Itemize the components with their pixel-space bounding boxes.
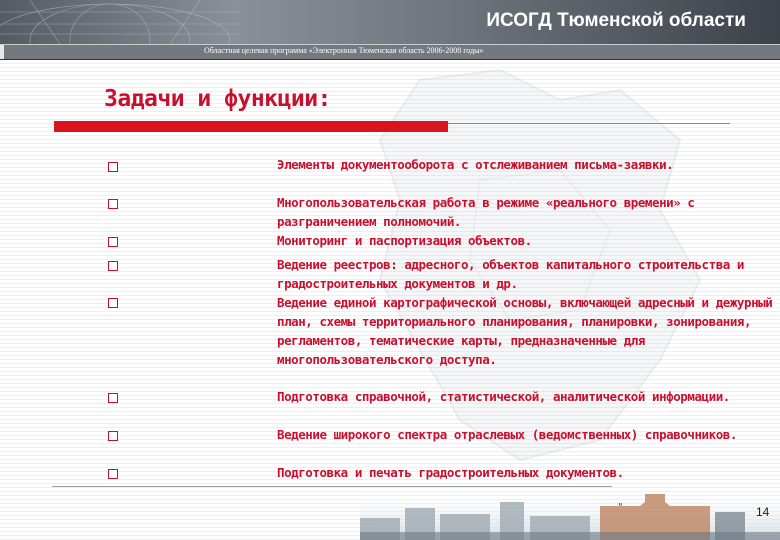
square-bullet-icon [108,431,118,441]
program-subtitle-bar [0,44,780,60]
list-item: Элементы документооборота с отслеживанием письма-заявки. [277,157,674,172]
section-title: Задачи и функции: [104,86,331,112]
footer-mark: " [618,502,623,513]
list-item: Мониторинг и паспортизация объектов. [277,233,532,248]
list-item: Подготовка справочной, статистической, аналитической информации. [277,389,730,404]
footer-divider [52,486,612,487]
title-underline-line [448,123,730,124]
page-number: 14 [756,505,770,519]
city-photo-strip-icon [360,488,780,540]
list-item: Ведение единой картографической основы, включающей адресный и дежурный план, схемы территориального планирования, планировки, зонирования, регламентов, тематические карты, предназначенные для многопользовательского доступа. [277,295,773,367]
square-bullet-icon [108,237,118,247]
square-bullet-icon [108,162,118,172]
list-item: Ведение широкого спектра отраслевых (ведомственных) справочников. [277,427,737,442]
header-title: ИСОГД Тюменской области [486,10,746,31]
square-bullet-icon [108,261,118,271]
square-bullet-icon [108,298,118,308]
program-subtitle: Областная целевая программа «Электронная Тюменская область 2006-2008 годы» [204,46,484,55]
subtitle-bar-accent [0,45,4,59]
title-underline-accent [54,121,448,132]
square-bullet-icon [108,469,118,479]
square-bullet-icon [108,393,118,403]
header-globe-grid-icon [0,0,300,44]
header-bar [0,0,780,44]
list-item: Подготовка и печать градостроительных документов. [277,465,624,480]
square-bullet-icon [108,199,118,209]
list-item: Многопользовательская работа в режиме «реального времени» с разграничением полномочий. [277,195,695,229]
list-item: Ведение реестров: адресного, объектов капитального строительства и градостроительных документов и др. [277,257,744,291]
